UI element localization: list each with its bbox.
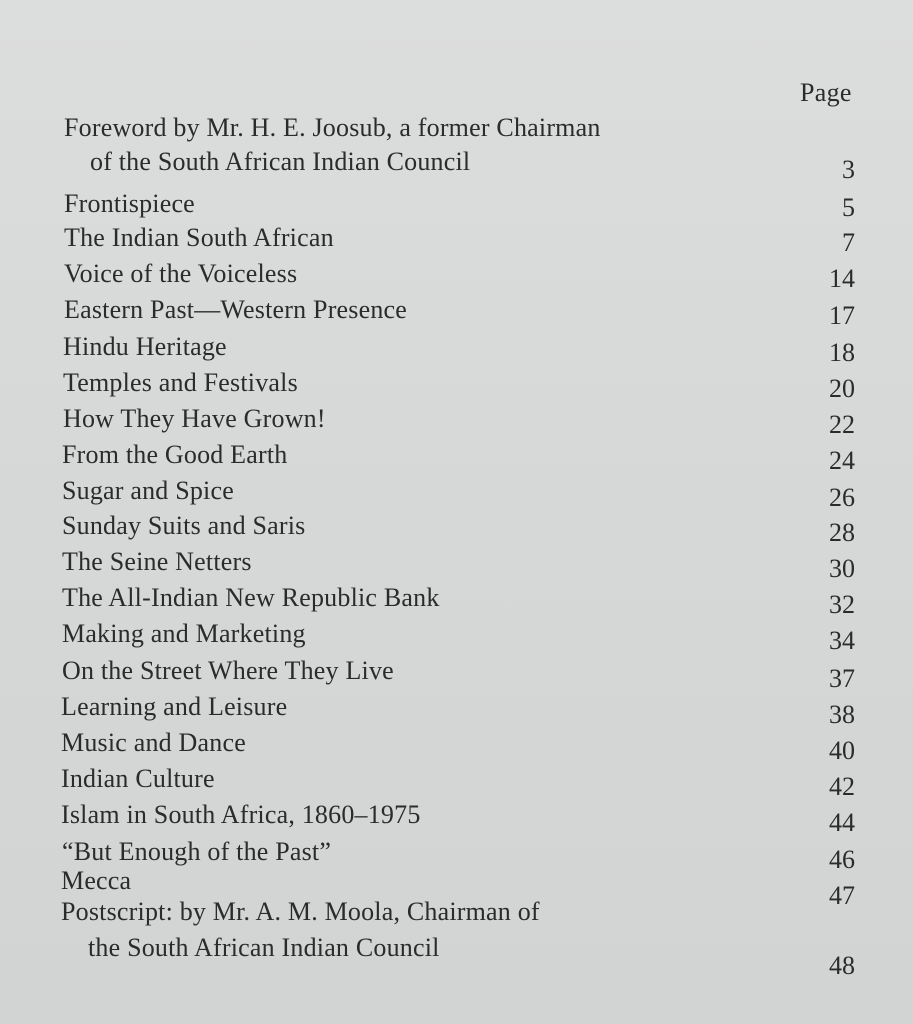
toc-entry-page: 44	[829, 808, 855, 837]
toc-entry-page: 14	[829, 264, 855, 293]
toc-entry-title: How They Have Grown!	[63, 404, 326, 433]
toc-entry-title: Mecca	[61, 866, 132, 895]
toc-entry-title: Music and Dance	[61, 728, 246, 757]
toc-entry-page: 38	[829, 700, 855, 729]
toc-entry-page: 28	[829, 518, 855, 547]
toc-entry-title: From the Good Earth	[62, 440, 288, 469]
toc-entry-title: Eastern Past—Western Presence	[64, 295, 408, 324]
toc-entry-page: 32	[829, 590, 855, 619]
toc-entry-title: Hindu Heritage	[63, 332, 227, 361]
toc-entry-title-continued: of the South African Indian Council	[90, 147, 471, 176]
toc-entry-title: Frontispiece	[64, 189, 195, 218]
toc-entry-page: 24	[829, 446, 855, 475]
toc-entry-title: Indian Culture	[61, 764, 215, 793]
toc-entry-page: 40	[829, 736, 855, 765]
toc-entry-title: On the Street Where They Live	[62, 656, 394, 685]
toc-entry-page: 46	[829, 845, 855, 874]
toc-entry-title: Sugar and Spice	[62, 476, 234, 505]
toc-entry-title: Making and Marketing	[62, 619, 306, 648]
page-column-heading: Page	[800, 78, 852, 107]
toc-entry-page: 5	[842, 193, 855, 222]
toc-entry-page: 26	[829, 483, 855, 512]
toc-entry-page: 47	[829, 881, 855, 910]
toc-entry-title: Temples and Festivals	[63, 368, 298, 397]
toc-entry-page: 34	[829, 626, 855, 655]
toc-entry-title: The Seine Netters	[62, 547, 252, 576]
toc-entry-page: 7	[842, 228, 855, 257]
toc-entry-page: 20	[829, 374, 855, 403]
toc-entry-title: Sunday Suits and Saris	[62, 511, 306, 540]
toc-entry-page: 22	[829, 410, 855, 439]
toc-entry-page: 18	[829, 338, 855, 367]
toc-entry-page: 30	[829, 554, 855, 583]
toc-entry-page: 48	[829, 951, 855, 980]
toc-entry-title: The Indian South African	[64, 223, 334, 252]
toc-entry-title: “But Enough of the Past”	[62, 837, 332, 866]
toc-entry-title: Learning and Leisure	[61, 692, 288, 721]
toc-entry-title: Voice of the Voiceless	[64, 259, 298, 288]
toc-entry-title: Foreword by Mr. H. E. Joosub, a former Chairman	[64, 113, 601, 142]
toc-entry-title-continued: the South African Indian Council	[88, 933, 440, 962]
toc-entry-title: Postscript: by Mr. A. M. Moola, Chairman of	[61, 897, 540, 926]
toc-entry-title: The All-Indian New Republic Bank	[62, 583, 440, 612]
toc-entry-title: Islam in South Africa, 1860–1975	[61, 800, 421, 829]
toc-entry-page: 3	[842, 155, 855, 184]
toc-entry-page: 37	[829, 664, 855, 693]
toc-entry-page: 17	[829, 301, 855, 330]
toc-entry-page: 42	[829, 772, 855, 801]
